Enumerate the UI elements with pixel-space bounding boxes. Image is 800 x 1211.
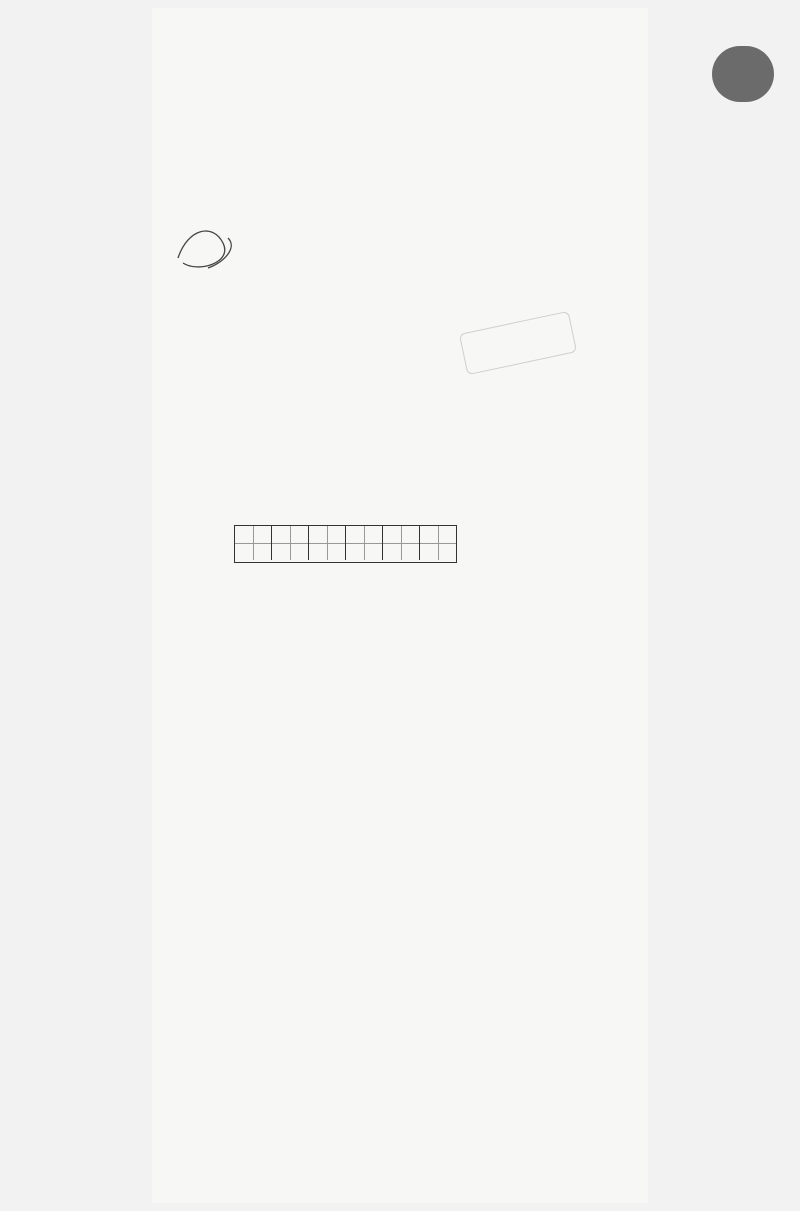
stroke-char-box [235, 526, 272, 560]
stroke-char-box [383, 526, 420, 560]
document-page [152, 8, 648, 1203]
zoom-level-badge[interactable] [712, 46, 774, 102]
handwritten-scribble-icon [168, 218, 248, 278]
watermark [620, 1118, 796, 1208]
stroke-char-box [272, 526, 309, 560]
stroke-char-box [346, 526, 383, 560]
stroke-char-box [420, 526, 456, 560]
stroke-char-box [309, 526, 346, 560]
stroke-order-grid [234, 525, 457, 563]
